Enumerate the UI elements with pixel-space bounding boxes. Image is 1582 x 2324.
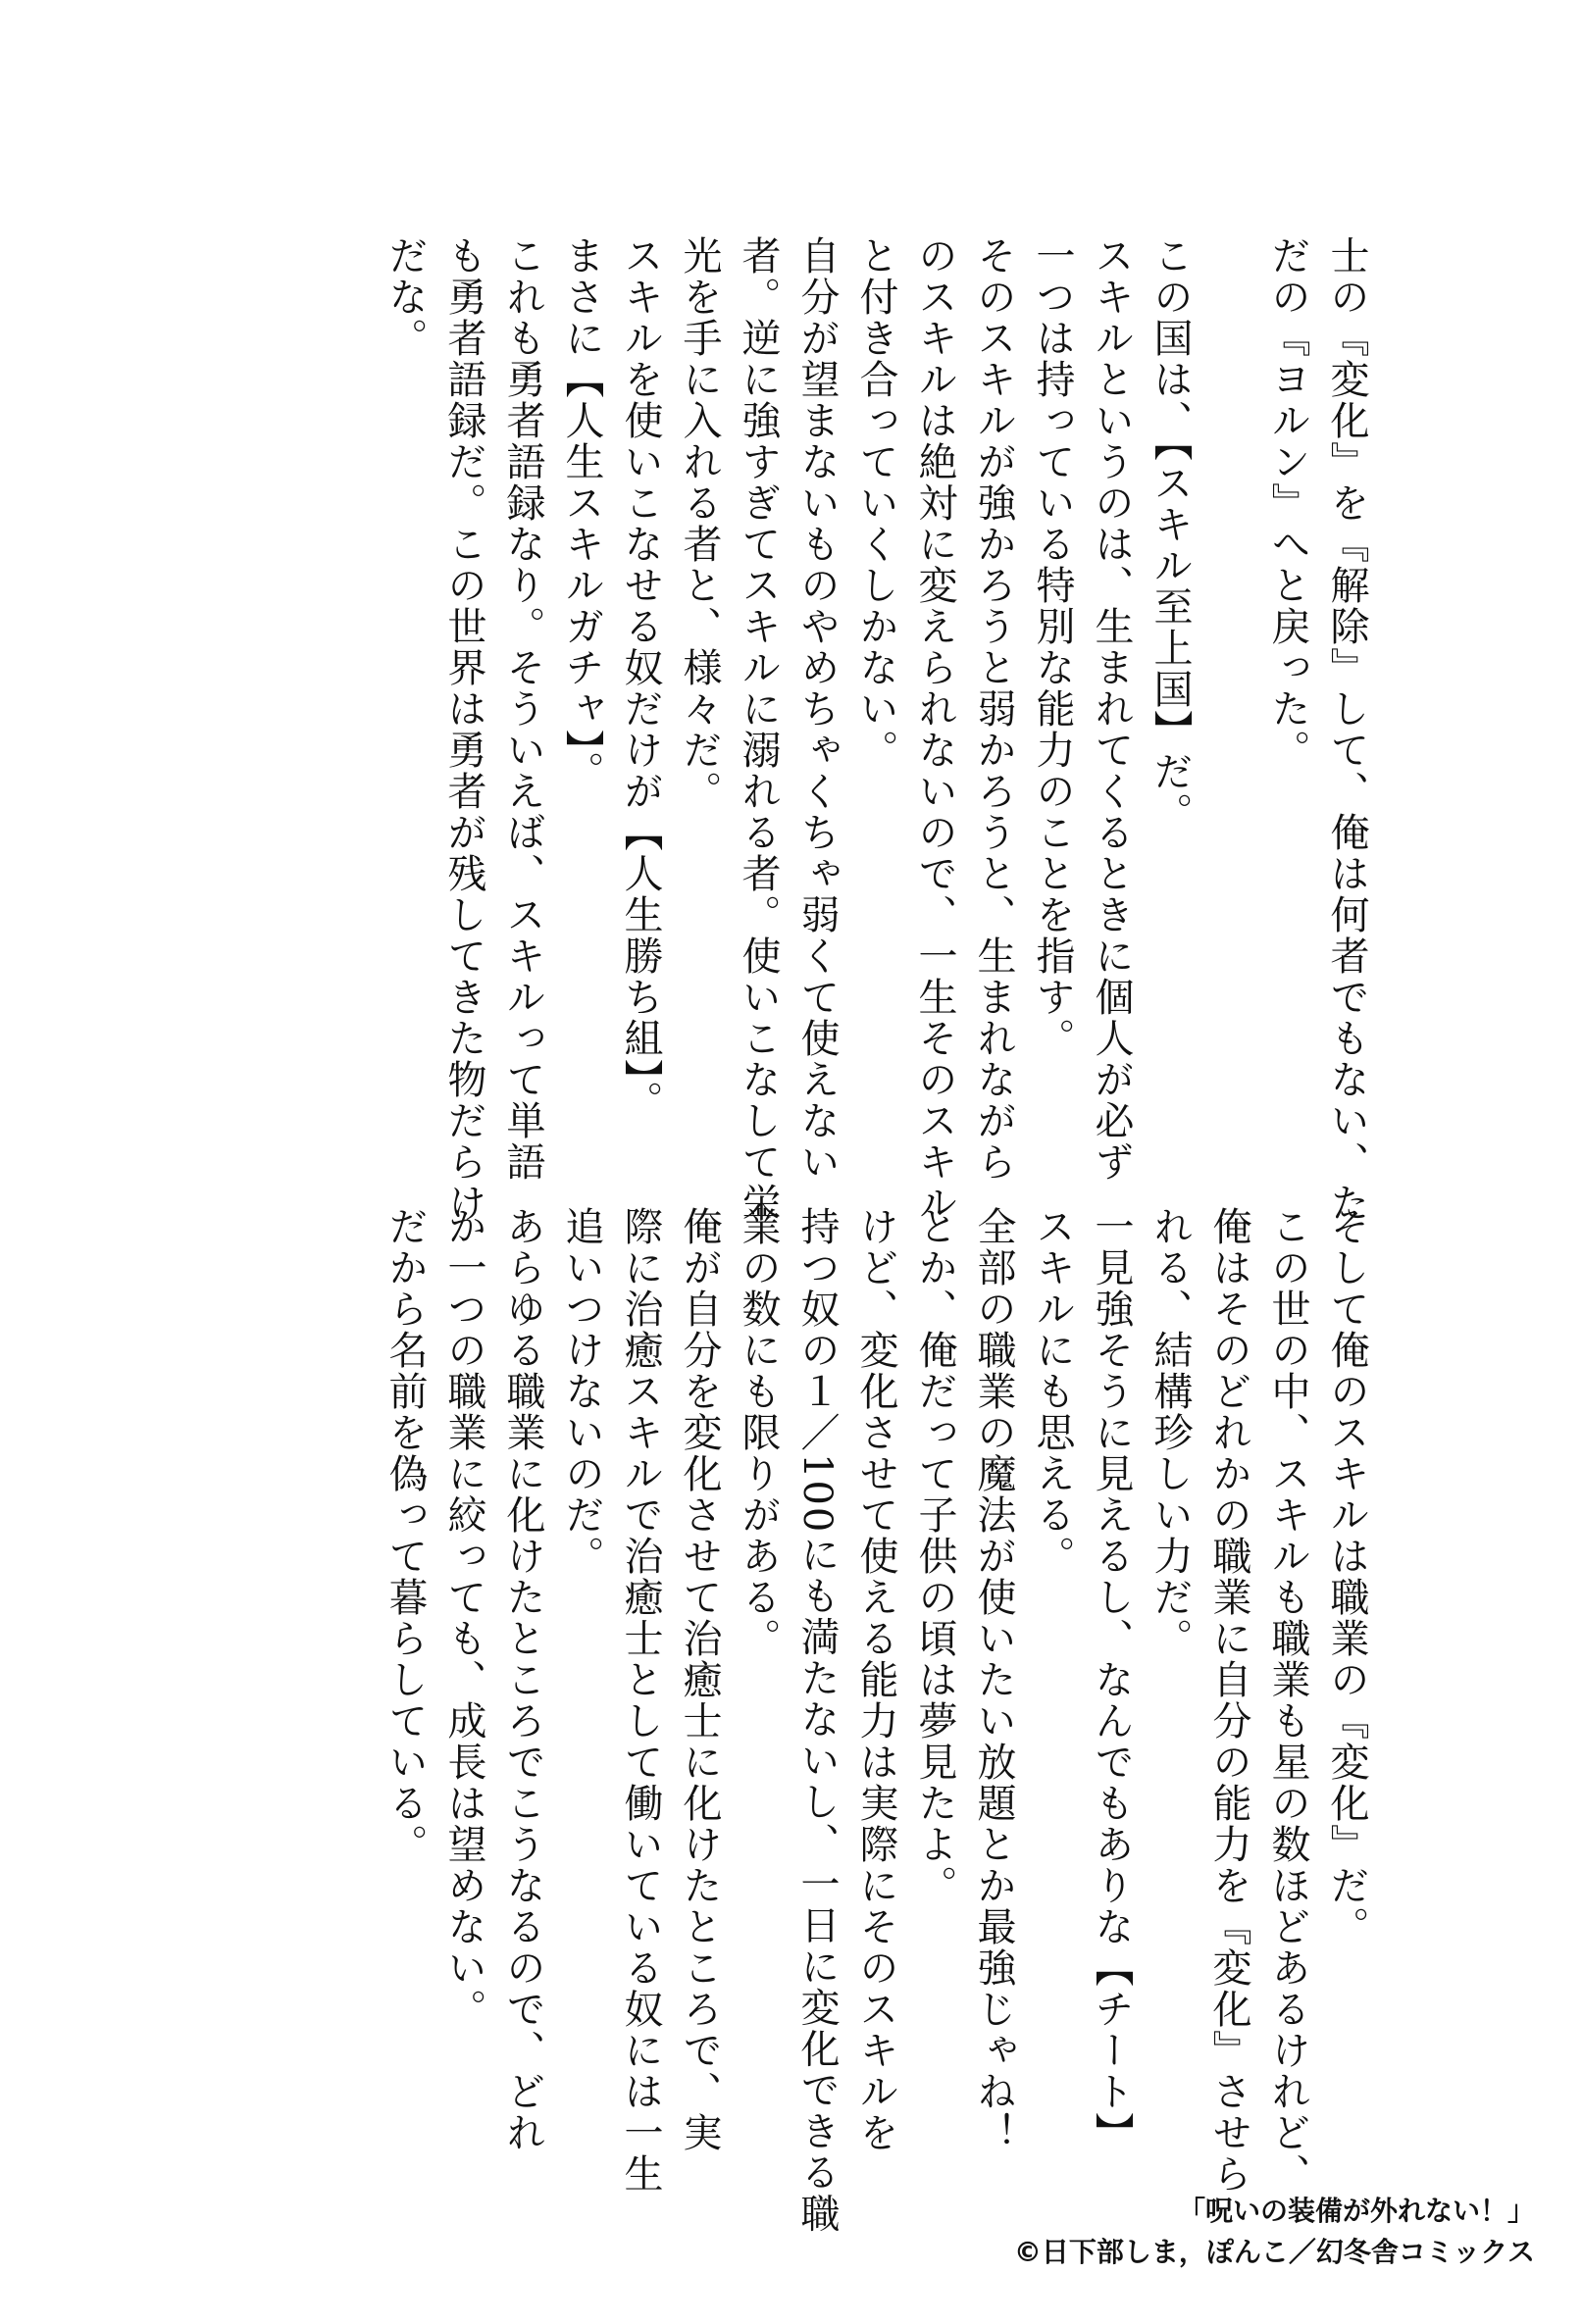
text-line: 全部の職業の魔法が使いたい放題とか最強じゃね！ [971,1206,1016,2153]
text-line: 持つ奴の１／100にも満たないし、一日に変化できる職 [794,1206,840,2235]
paragraph-gap [1199,235,1258,1118]
text-line: スキルというのは、生まれてくるときに個人が必ず [1089,235,1134,1183]
text-line: そして俺のスキルは職業の『変化』だ。 [1324,1206,1369,1947]
text-line: 追いつけないのだ。 [559,1206,604,1577]
text-line: だから名前を偽って暮らしている。 [383,1206,428,1865]
text-line: この世の中、スキルも職業も星の数ほどあるけれど、 [1265,1206,1310,2195]
text-line: 一見強そうに見えるし、なんでもありな【チート】 [1089,1206,1134,2153]
text-line: 際に治癒スキルで治癒士として働いている奴には一生 [618,1206,663,2195]
credits [1014,2191,1535,2273]
text-line: あらゆる職業に化けたところでこうなるので、どれ [500,1206,545,2153]
text-line: のスキルは絶対に変えられないので、一生そのスキル [912,235,957,1224]
text-line: と付き合っていくしかない。 [853,235,898,771]
text-line: も勇者語録だ。この世界は勇者が残してきた物だらけ [441,235,486,1224]
text-line: 一つは持っている特別な能力のことを指す。 [1030,235,1075,1059]
copyright-notice: ©日下部しま，ぽんこ／幻冬舎コミックス [1013,2236,1535,2268]
text-line: 俺が自分を変化させて治癒士に化けたところで、実 [677,1206,722,2153]
book-title: 「呪いの装備が外れない！」 [1177,2195,1535,2227]
text-line: 俺はそのどれかの職業に自分の能力を『変化』させら [1206,1206,1251,2195]
text-line: まさに【人生スキルガチャ】。 [559,235,604,792]
text-line: スキルにも思える。 [1030,1206,1075,1577]
text-line: スキルを使いこなせる奴だけが【人生勝ち組】。 [618,235,663,1122]
text-line: か一つの職業に絞っても、成長は望めない。 [441,1206,486,2030]
text-line: だの『ヨルン』へと戻った。 [1265,235,1310,771]
text-line: 士の『変化』を『解除』して、俺は何者でもない、た [1324,235,1369,1224]
text-line: 光を手に入れる者と、様々だ。 [677,235,722,812]
text-line: だな。 [383,235,428,359]
text-line: けど、変化させて使える能力は実際にそのスキルを [853,1206,898,2153]
text-block-upper [199,235,1376,1224]
text-line: 者。逆に強すぎてスキルに溺れる者。使いこなして栄 [736,235,781,1224]
text-line: とか、俺だって子供の頃は夢見たよ。 [912,1206,957,1906]
text-line: 自分が望まないものやめちゃくちゃ弱くて使えない [794,235,840,1183]
text-line: そのスキルが強かろうと弱かろうと、生まれながら [971,235,1016,1183]
text-line: れる、結構珍しい力だ。 [1148,1206,1193,1659]
text-line: これも勇者語録なり。そういえば、スキルって単語 [500,235,545,1183]
text-line: この国は、【スキル至上国】だ。 [1148,235,1193,834]
text-line: 業の数にも限りがある。 [736,1206,781,1659]
